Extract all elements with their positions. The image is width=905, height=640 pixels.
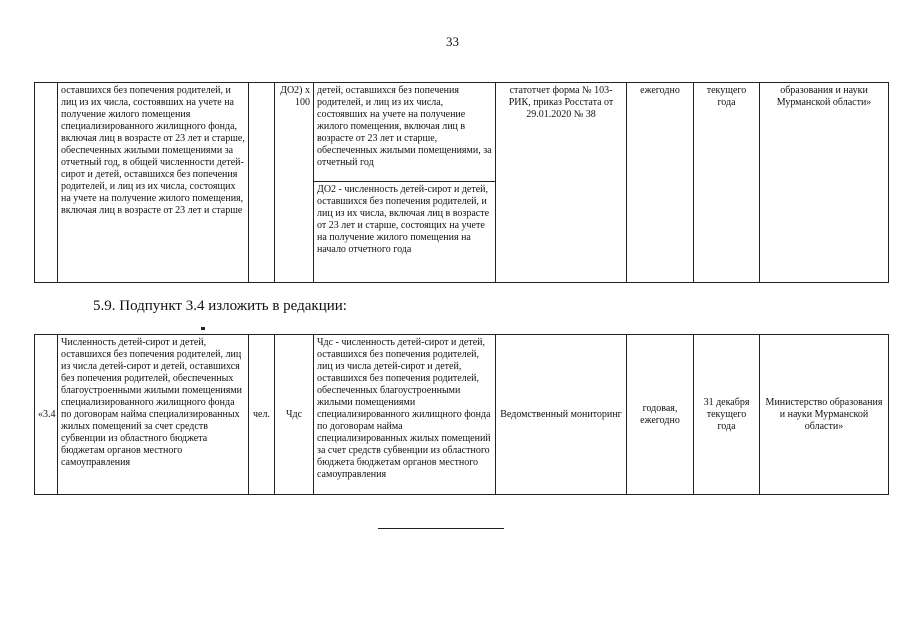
footer-rule [378,528,504,529]
indicator-name-cell: Численность детей-сирот и детей, оставшихся без попечения родителей, лиц из числа детей-сирот и детей, оставшихся без попечения родителей, обеспеченных благоустроенными жилыми помещениями специализированного жилищного фонда по договорам найма специализированных жилых помещений за счет средств субвенции из областного бюджета бюджетам органов местного самоуправления [58,335,249,495]
definition-cell-part2: ДО2 - численность детей-сирот и детей, оставшихся без попечения родителей, и лиц из их числа, включая лиц в возрасте от 23 лет и старше, состоящих на учете на получение жилого помещения на начало отчетного года [314,182,496,283]
frequency-cell: ежегодно [627,83,694,283]
symbol-cell: Чдс [275,335,314,495]
page-number: 33 [446,34,459,49]
source-cell: статотчет форма № 103-РИК, приказ Росстата от 29.01.2020 № 38 [496,83,627,283]
deadline-cell: 31 декабря текущего года [694,335,760,495]
formula-cell: ДО2) х 100 [275,83,314,283]
responsible-cell: образования и науки Мурманской области» [760,83,889,283]
source-cell: Ведомственный мониторинг [496,335,627,495]
unit-cell: чел. [249,335,275,495]
responsible-cell: Министерство образования и науки Мурманской области» [760,335,889,495]
item-number-cell: «3.4 [35,335,58,495]
indicator-table-continued [34,82,889,283]
section-heading: 5.9. Подпункт 3.4 изложить в редакции: [93,298,347,314]
definition-cell-part1: детей, оставшихся без попечения родителей, и лиц из их числа, состоявших на учете на получение жилого помещения, включая лиц в возрасте от 23 лет и старше, обеспеченных жилыми помещениями, за отчетный год [314,83,496,182]
indicator-table-new [34,334,889,495]
deadline-cell: текущего года [694,83,760,283]
number-cell [35,83,58,283]
definition-cell: Чдс - численность детей-сирот и детей, оставшихся без попечения родителей, лиц из числа детей-сирот и детей, оставшихся без попечения родителей, обеспеченных благоустроенными жилыми помещениями специализированного жилищного фонда по договорам найма специализированных жилых помещений за счет средств субвенции из областного бюджета бюджетам органов местного самоуправления [314,335,496,495]
frequency-cell: годовая, ежегодно [627,335,694,495]
unit-cell [249,83,275,283]
indicator-name-cell: оставшихся без попечения родителей, и лиц из их числа, состоявших на учете на получение жилого помещения специализированного жилищного фонда, включая лиц в возрасте от 23 лет и старше, обеспеченных жилыми помещениями за отчетный год, в общей численности детей-сирот и детей, оставшихся без попечения родителей, и лиц из их числа, состоящих на учете на получение жилого помещения, включая лиц в возрасте от 23 лет и старше [58,83,249,283]
scan-mark [201,327,205,330]
